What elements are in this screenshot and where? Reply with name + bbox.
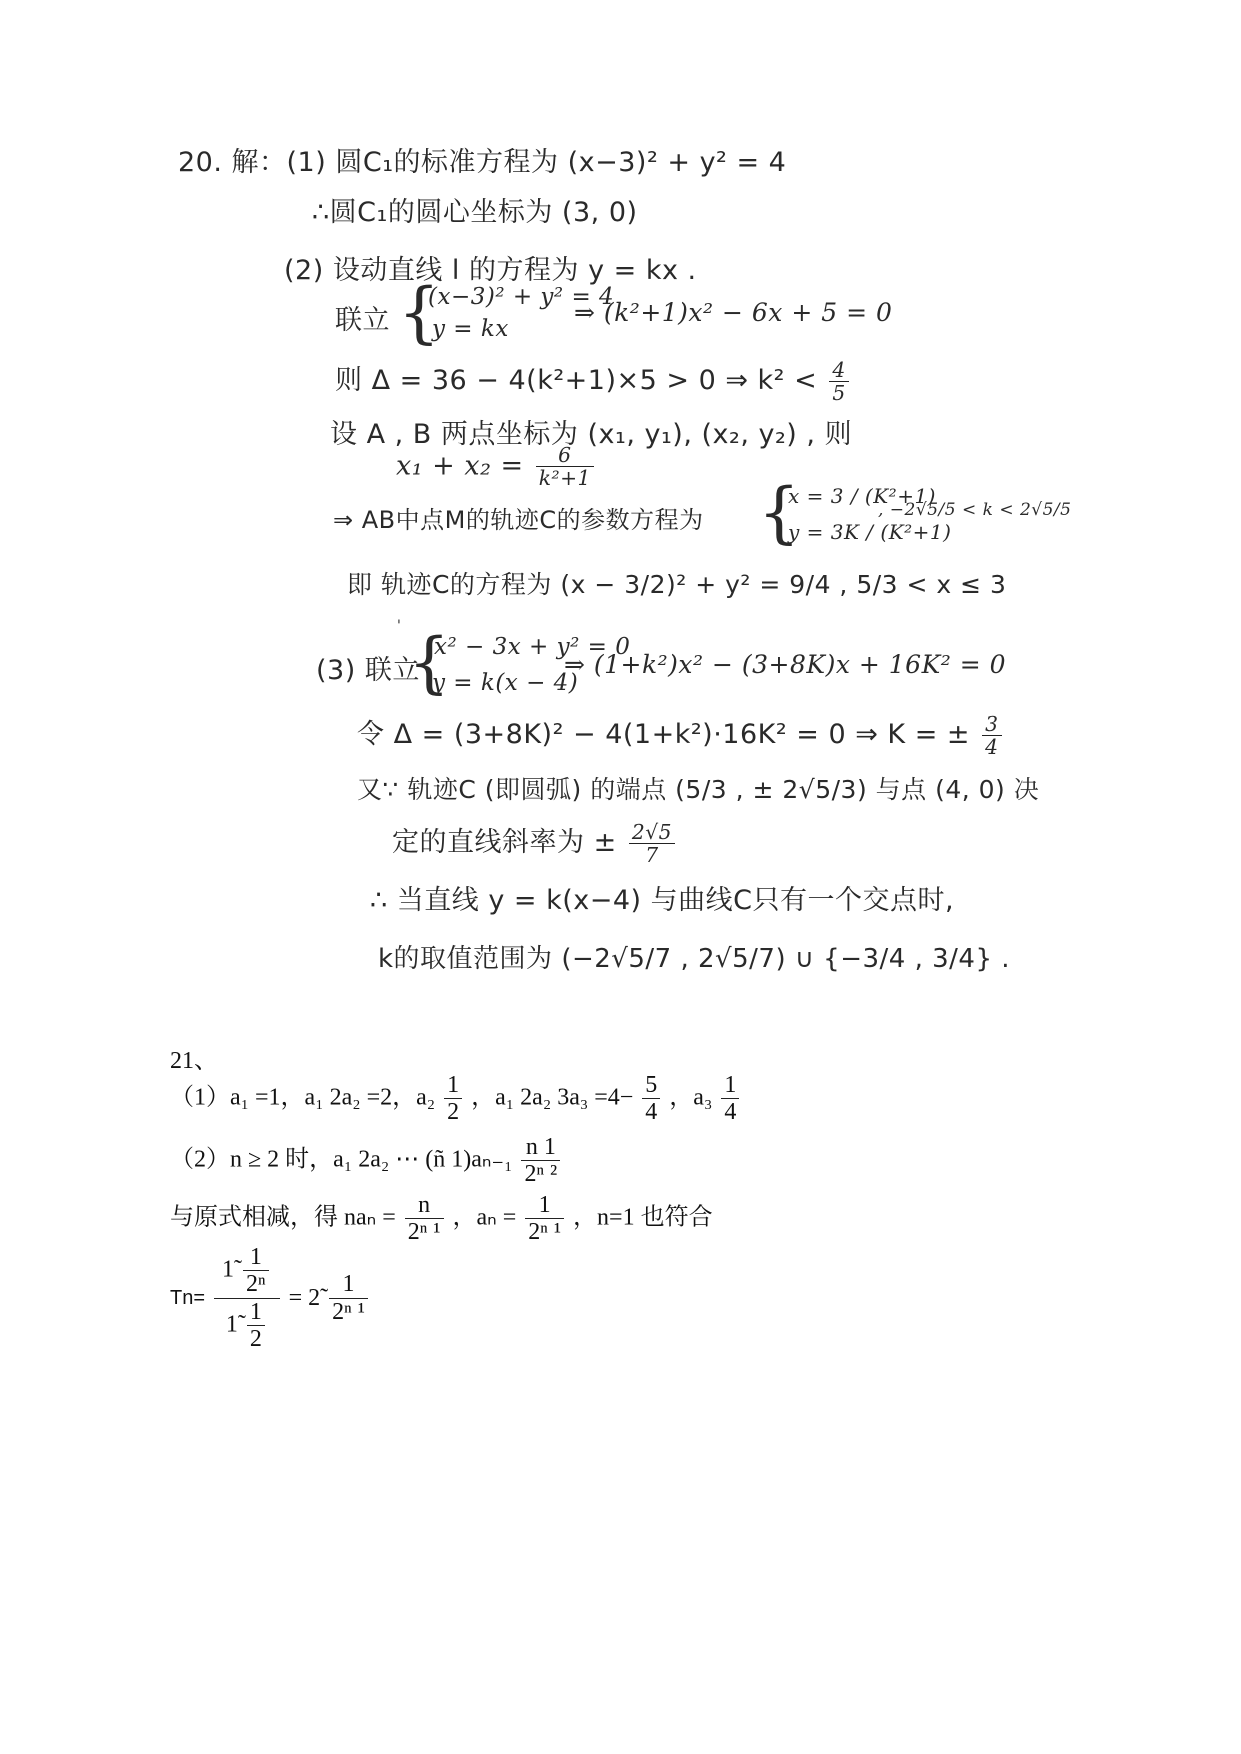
- p20-line1: 20. 解：(1) 圆C₁的标准方程为 (x−3)² + y² = 4: [178, 147, 787, 178]
- p21-part1-frac3: $\frac{1}{4}$: [721, 1072, 739, 1126]
- p20-sys1-brace: {: [398, 274, 440, 351]
- p21-tn-big-frac: 1̃ $\frac{1}{\text{2ⁿ}}$ 1̃ $\frac{1}{2}$: [214, 1244, 280, 1353]
- p20-param-x: x = 3 / (K²+1): [788, 484, 936, 508]
- p21-line3: 与原式相减，得 naₙ = $\frac{n}{\text{2ⁿ ¹}}$ ，aₙ = $\frac{1}{\text{2ⁿ ¹}}$ ，n=1 也符合: [170, 1192, 713, 1246]
- p20-ling-frac: $\frac{3}{4}$: [982, 713, 1001, 759]
- p20-ling-line: 令 Δ = (3+8K)² − 4(1+k²)·16K² = 0 ⇒ K = ± $\frac{3}{4}$: [357, 712, 1005, 758]
- p21-line3-frac1: $\frac{n}{\text{2ⁿ ¹}}$: [405, 1192, 444, 1246]
- p20-param-text: ⇒ AB中点M的轨迹C的参数方程为: [333, 506, 704, 534]
- p21-part1-frac1: $\frac{1}{2}$: [444, 1072, 462, 1126]
- p20-sys1-eq1: (x−3)² + y² = 4: [428, 284, 615, 310]
- p21-header: 21、: [170, 1048, 218, 1074]
- p20-sum-line: x₁ + x₂ = $\frac{6}{\text{k²+1}}$: [396, 444, 597, 490]
- p20-line2: ∴圆C₁的圆心坐标为 (3, 0): [312, 197, 638, 228]
- p20-when-line: ∴ 当直线 y = k(x−4) 与曲线C只有一个交点时,: [370, 885, 955, 916]
- p21-tn-top-frac: $\frac{1}{\text{2ⁿ}}$: [243, 1244, 269, 1298]
- p20-sys3-eq1: x² − 3x + y² = 0: [434, 634, 631, 660]
- p20-param-range: , −2√5/5 < k < 2√5/5: [878, 500, 1072, 520]
- p20-line3: (2) 设动直线 l 的方程为 y = kx .: [284, 255, 697, 286]
- p20-sum-frac: $\frac{6}{\text{k²+1}}$: [536, 444, 594, 490]
- p20-delta-frac: $\frac{4}{5}$: [829, 359, 848, 405]
- p20-range-line: k的取值范围为 (−2√5/7 , 2√5/7) ∪ {−3/4 , 3/4} .: [378, 944, 1011, 974]
- p20-slope-frac: $\frac{2√5}{7}$: [629, 821, 675, 867]
- p20-param-y: y = 3K / (K²+1): [788, 520, 952, 544]
- p21-part2-frac: $\frac{n 1}{\text{2ⁿ ²}}$: [521, 1134, 560, 1188]
- p21-tn-right-frac: $\frac{1}{\text{2ⁿ ¹}}$: [329, 1271, 368, 1325]
- stray-mark: ': [397, 618, 401, 634]
- p20-sys1-result: ⇒ (k²+1)x² − 6x + 5 = 0: [574, 298, 893, 327]
- p20-param-brace: {: [758, 474, 800, 551]
- p20-sys3-result: ⇒ (1+k²)x² − (3+8K)x + 16K² = 0: [564, 650, 1007, 679]
- p20-sys3-brace: {: [408, 624, 450, 701]
- p21-tn: Tn= 1̃ $\frac{1}{\text{2ⁿ}}$ 1̃ $\frac{1}{2}$ = 2̃ $\frac{1}{\text{2ⁿ ¹}}$: [170, 1244, 371, 1353]
- p20-sys1-label: 联立: [335, 305, 390, 336]
- p20-sys3-eq2: y = k(x − 4): [432, 670, 579, 696]
- p20-sys1-eq2: y = kx: [432, 316, 509, 342]
- p20-delta-line: 则 Δ = 36 − 4(k²+1)×5 > 0 ⇒ k² < $\frac{4}{5}$: [335, 358, 852, 404]
- p21-part1: （1）a₁ =1，a₁ 2a₂ =2，a₂ $\frac{1}{2}$ ，a₁ 2a₂ 3a₃ =4− $\frac{5}{4}$ ，a₃ $\frac{1}{4}$: [170, 1072, 742, 1126]
- p20-ab-line: 设 A , B 两点坐标为 (x₁, y₁), (x₂, y₂) , 则: [330, 419, 853, 450]
- p21-line3-frac2: $\frac{1}{\text{2ⁿ ¹}}$: [525, 1192, 564, 1246]
- p20-part3-label: (3) 联立: [316, 655, 420, 686]
- p20-trajectory: 即 轨迹C的方程为 (x − 3/2)² + y² = 9/4 , 5/3 < x ≤ 3: [347, 570, 1007, 599]
- p21-part1-frac2: $\frac{5}{4}$: [642, 1072, 660, 1126]
- p21-part2: （2）n ≥ 2 时，a₁ 2a₂ ⋯ (ñ 1)aₙ₋₁ $\frac{n 1}{\text{2ⁿ ²}}$: [170, 1134, 563, 1188]
- p20-slope-line: 定的直线斜率为 ± $\frac{2√5}{7}$: [392, 820, 678, 866]
- p21-tn-bot-frac: $\frac{1}{2}$: [247, 1299, 265, 1353]
- p20-endpoints-line: 又∵ 轨迹C (即圆弧) 的端点 (5/3 , ± 2√5/3) 与点 (4, 0) 决: [357, 775, 1040, 804]
